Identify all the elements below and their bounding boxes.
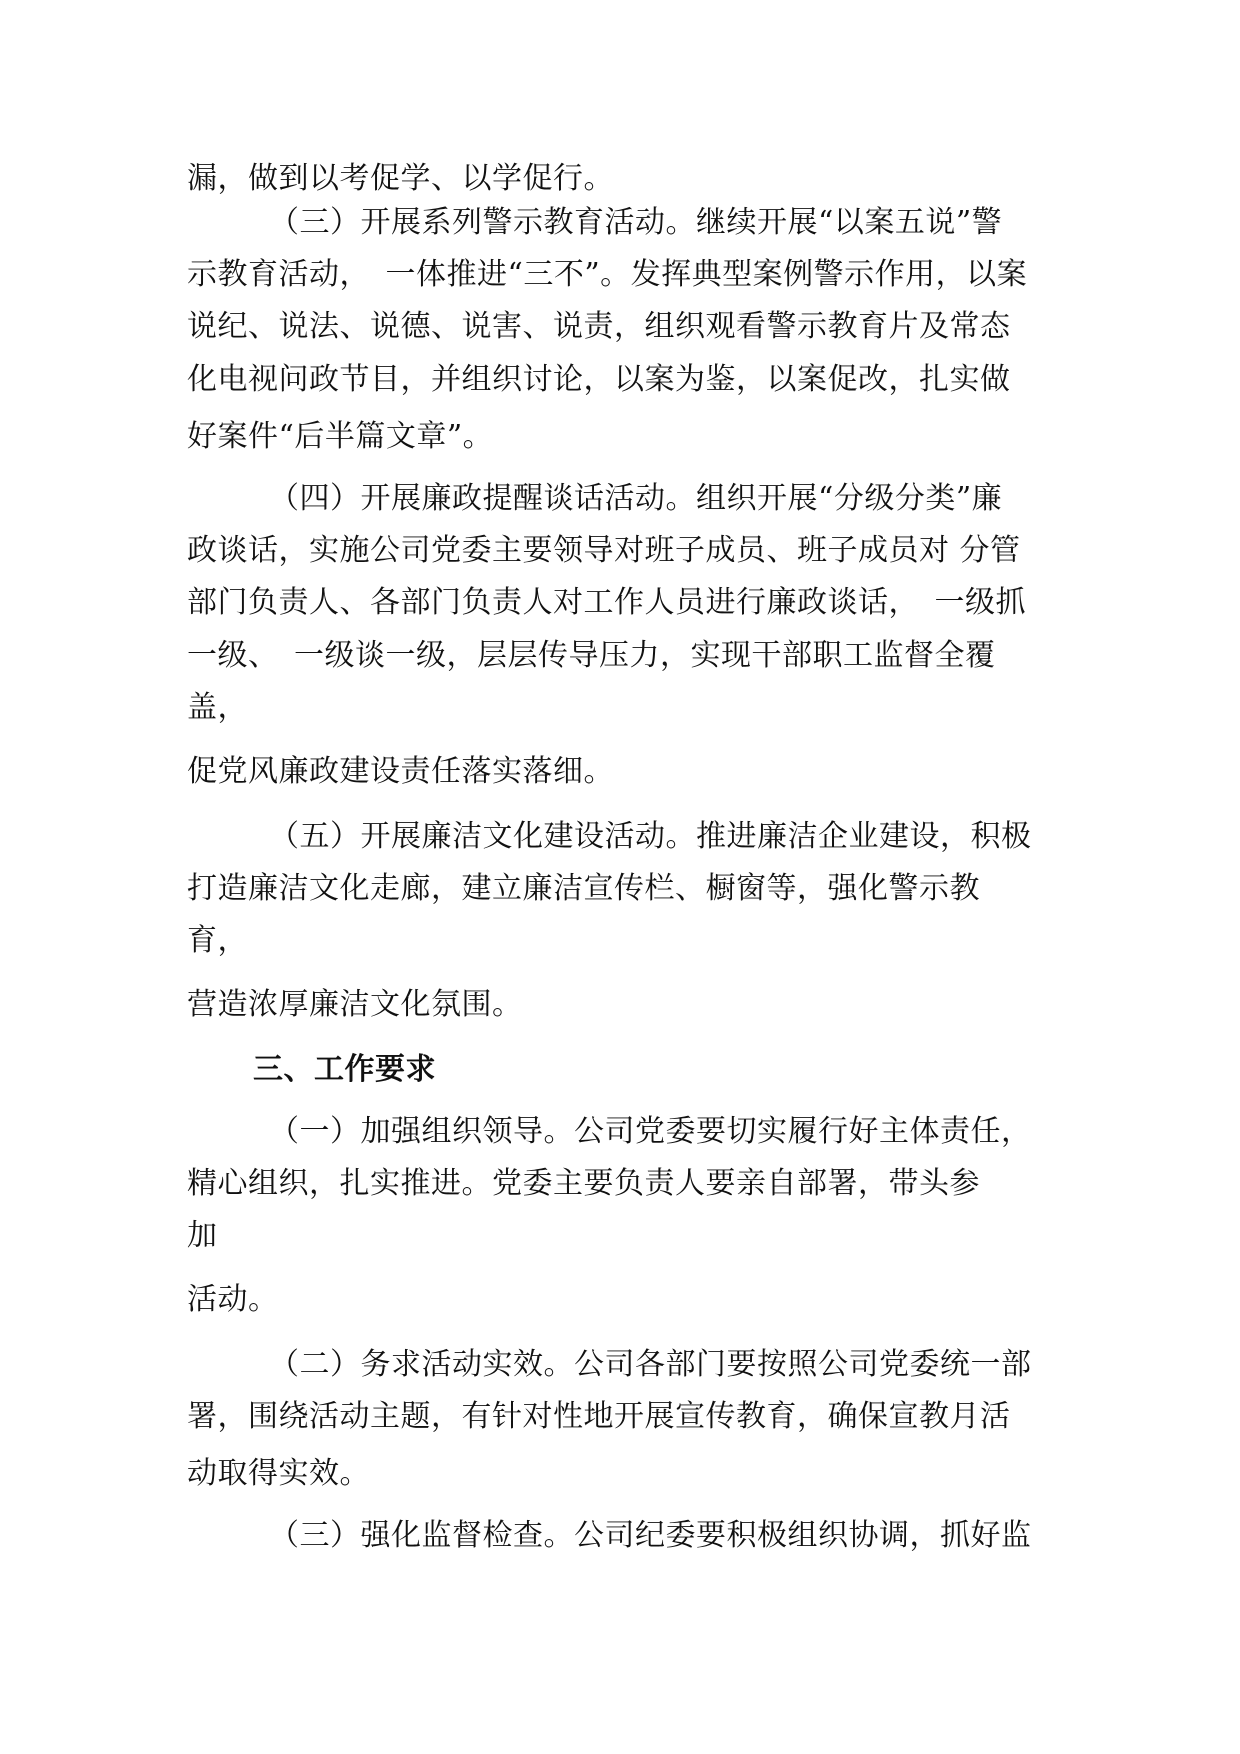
body-text-line: 营造浓厚廉洁文化氛围。 xyxy=(187,987,523,1022)
body-text-line: 化电视问政节目，并组织讨论，以案为鉴，以案促改，扎实做 xyxy=(187,362,1011,397)
body-text-line: 动取得实效。 xyxy=(187,1456,370,1491)
paragraph-start-line: （一）加强组织领导。公司党委要切实履行好主体责任， xyxy=(269,1114,1032,1149)
paragraph-start-line: （三）强化监督检查。公司纪委要积极组织协调，抓好监 xyxy=(269,1518,1032,1553)
paragraph-start-line: （四）开展廉政提醒谈话活动。组织开展“分级分类”廉 xyxy=(269,481,1003,516)
body-text-line: 漏，做到以考促学、以学促行。 xyxy=(187,161,614,196)
body-text-line: 署，围绕活动主题，有针对性地开展宣传教育，确保宣教月活 xyxy=(187,1399,1011,1434)
body-text-line: 说纪、说法、说德、说害、说责，组织观看警示教育片及常态 xyxy=(187,309,1011,344)
body-text-line: 一级、 一级谈一级，层层传导压力，实现干部职工监督全覆 xyxy=(187,638,996,673)
body-text-line: 精心组织，扎实推进。党委主要负责人要亲自部署，带头参 xyxy=(187,1166,980,1201)
body-text-line: 促党风廉政建设责任落实落细。 xyxy=(187,754,614,789)
body-text-line: 示教育活动， 一体推进“三不”。发挥典型案例警示作用，以案 xyxy=(187,257,1028,292)
body-text-line: 好案件“后半篇文章”。 xyxy=(187,419,494,454)
body-text-line: 盖， xyxy=(187,690,248,725)
body-text-line: 打造廉洁文化走廊，建立廉洁宣传栏、橱窗等，强化警示教 xyxy=(187,871,980,906)
section-heading: 三、工作要求 xyxy=(253,1052,436,1087)
body-text-line: 活动。 xyxy=(187,1282,279,1317)
paragraph-start-line: （三）开展系列警示教育活动。继续开展“以案五说”警 xyxy=(269,205,1003,240)
body-text-line: 育， xyxy=(187,923,248,958)
body-text-line: 政谈话，实施公司党委主要领导对班子成员、班子成员对 分管 xyxy=(187,533,1021,568)
paragraph-start-line: （五）开展廉洁文化建设活动。推进廉洁企业建设，积极 xyxy=(269,819,1032,854)
body-text-line: 加 xyxy=(187,1218,218,1253)
paragraph-start-line: （二）务求活动实效。公司各部门要按照公司党委统一部 xyxy=(269,1347,1032,1382)
body-text-line: 部门负责人、各部门负责人对工作人员进行廉政谈话， 一级抓 xyxy=(187,585,1026,620)
